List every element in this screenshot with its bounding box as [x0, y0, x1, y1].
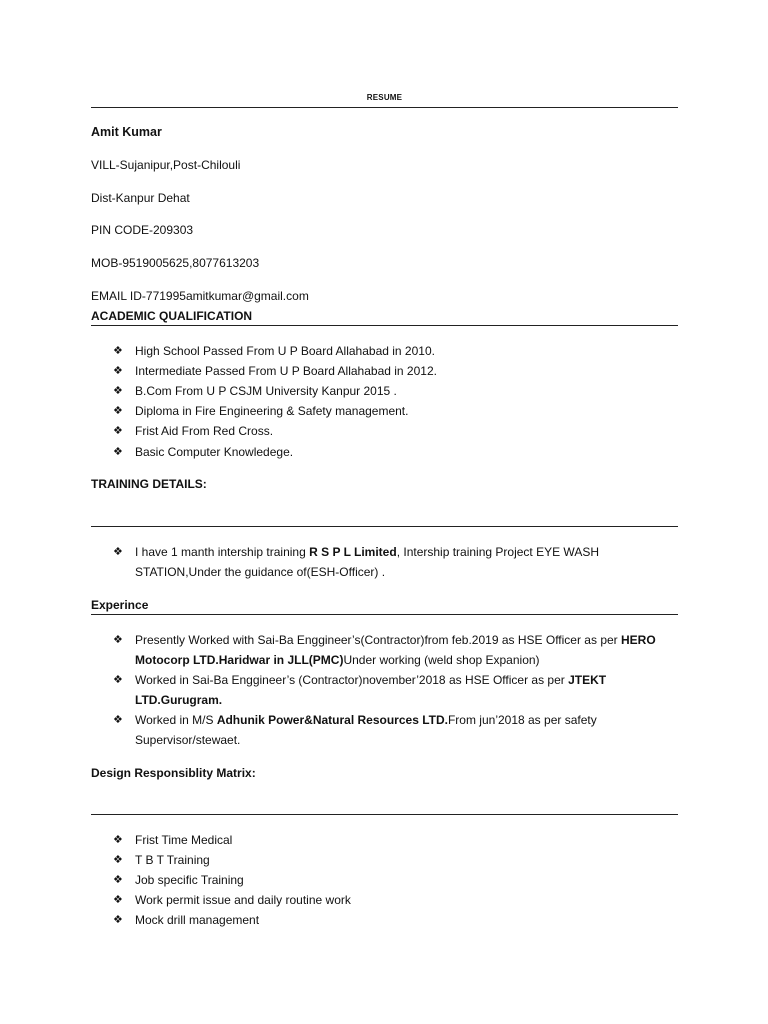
pin-code: PIN CODE-209303 [91, 223, 194, 237]
design-heading: Design Responsiblity Matrix: [91, 766, 256, 780]
diamond-outline-bullet-icon: ❖ [113, 545, 123, 558]
academic-rule [91, 325, 678, 326]
title-rule [91, 107, 678, 108]
diamond-outline-bullet-icon: ❖ [113, 344, 123, 357]
email-id: EMAIL ID-771995amitkumar@gmail.com [91, 289, 309, 303]
diamond-solid-bullet-icon: ❖ [113, 873, 123, 886]
address-village: VILL-Sujanipur,Post-Chilouli [91, 158, 241, 172]
diamond-outline-bullet-icon: ❖ [113, 364, 123, 377]
experience-rule [91, 614, 678, 615]
mobile-number: MOB-9519005625,8077613203 [91, 256, 260, 270]
diamond-solid-bullet-icon: ❖ [113, 913, 123, 926]
diamond-outline-bullet-icon: ❖ [113, 713, 123, 726]
experience-heading: Experince [91, 598, 149, 612]
diamond-outline-bullet-icon: ❖ [113, 384, 123, 397]
diamond-outline-bullet-icon: ❖ [113, 424, 123, 437]
diamond-outline-bullet-icon: ❖ [113, 633, 123, 646]
training-rule [91, 526, 678, 527]
diamond-outline-bullet-icon: ❖ [113, 673, 123, 686]
resume-page: RESUME Amit Kumar VILL-Sujanipur,Post-Chilouli Dist-Kanpur Dehat PIN CODE-209303 MOB-9519005625,8077613203 EMAIL ID-771995amitkumar@gmail.com ACADEMIC QUALIFICATION ❖ High School Passed From U P Board Allahabad in 2010. ❖ Intermediate Passed From U P Board Allahabad in 2012. ❖ B.Com From U P CSJM University Kanpur 2015 . ❖ Diploma in Fire Engineering & Safety management. ❖ Frist Aid From Red Cross. ❖ Basic Computer Knowledege. TRAINING DETAILS: ❖ I have 1 manth intership training R S P L Limited, Intership training Project EYE WASH STATION,Under the guidance of(ESH-Officer) . Experince ❖ Presently Worked with Sai-Ba Enggineer’s(Contractor)from feb.2019 as HSE Officer as per HERO Motocorp LTD.Haridwar in JLL(PMC)Under working (weld shop Expanion) ❖ Worked in Sai-Ba Enggineer’s (Contractor)november’2018 as HSE Officer as per JTEKT LTD.Gurugram. ❖ Worked in M/S Adhunik Power&Natural Resources LTD.From jun’2018 as per safety Supervisor/stewaet. Design Responsiblity Matrix: ❖ Frist Time Medical ❖ T B T Training ❖ Job specific Training ❖ Work permit issue and daily routine work ❖ Mock drill management [0, 0, 768, 1024]
document-title: RESUME [366, 93, 403, 102]
diamond-solid-bullet-icon: ❖ [113, 893, 123, 906]
training-heading: TRAINING DETAILS: [91, 477, 207, 491]
diamond-solid-bullet-icon: ❖ [113, 833, 123, 846]
academic-heading: ACADEMIC QUALIFICATION [91, 309, 253, 323]
address-district: Dist-Kanpur Dehat [91, 191, 190, 205]
diamond-solid-bullet-icon: ❖ [113, 853, 123, 866]
candidate-name: Amit Kumar [91, 125, 162, 139]
design-rule [91, 814, 678, 815]
diamond-outline-bullet-icon: ❖ [113, 404, 123, 417]
diamond-outline-bullet-icon: ❖ [113, 445, 123, 458]
